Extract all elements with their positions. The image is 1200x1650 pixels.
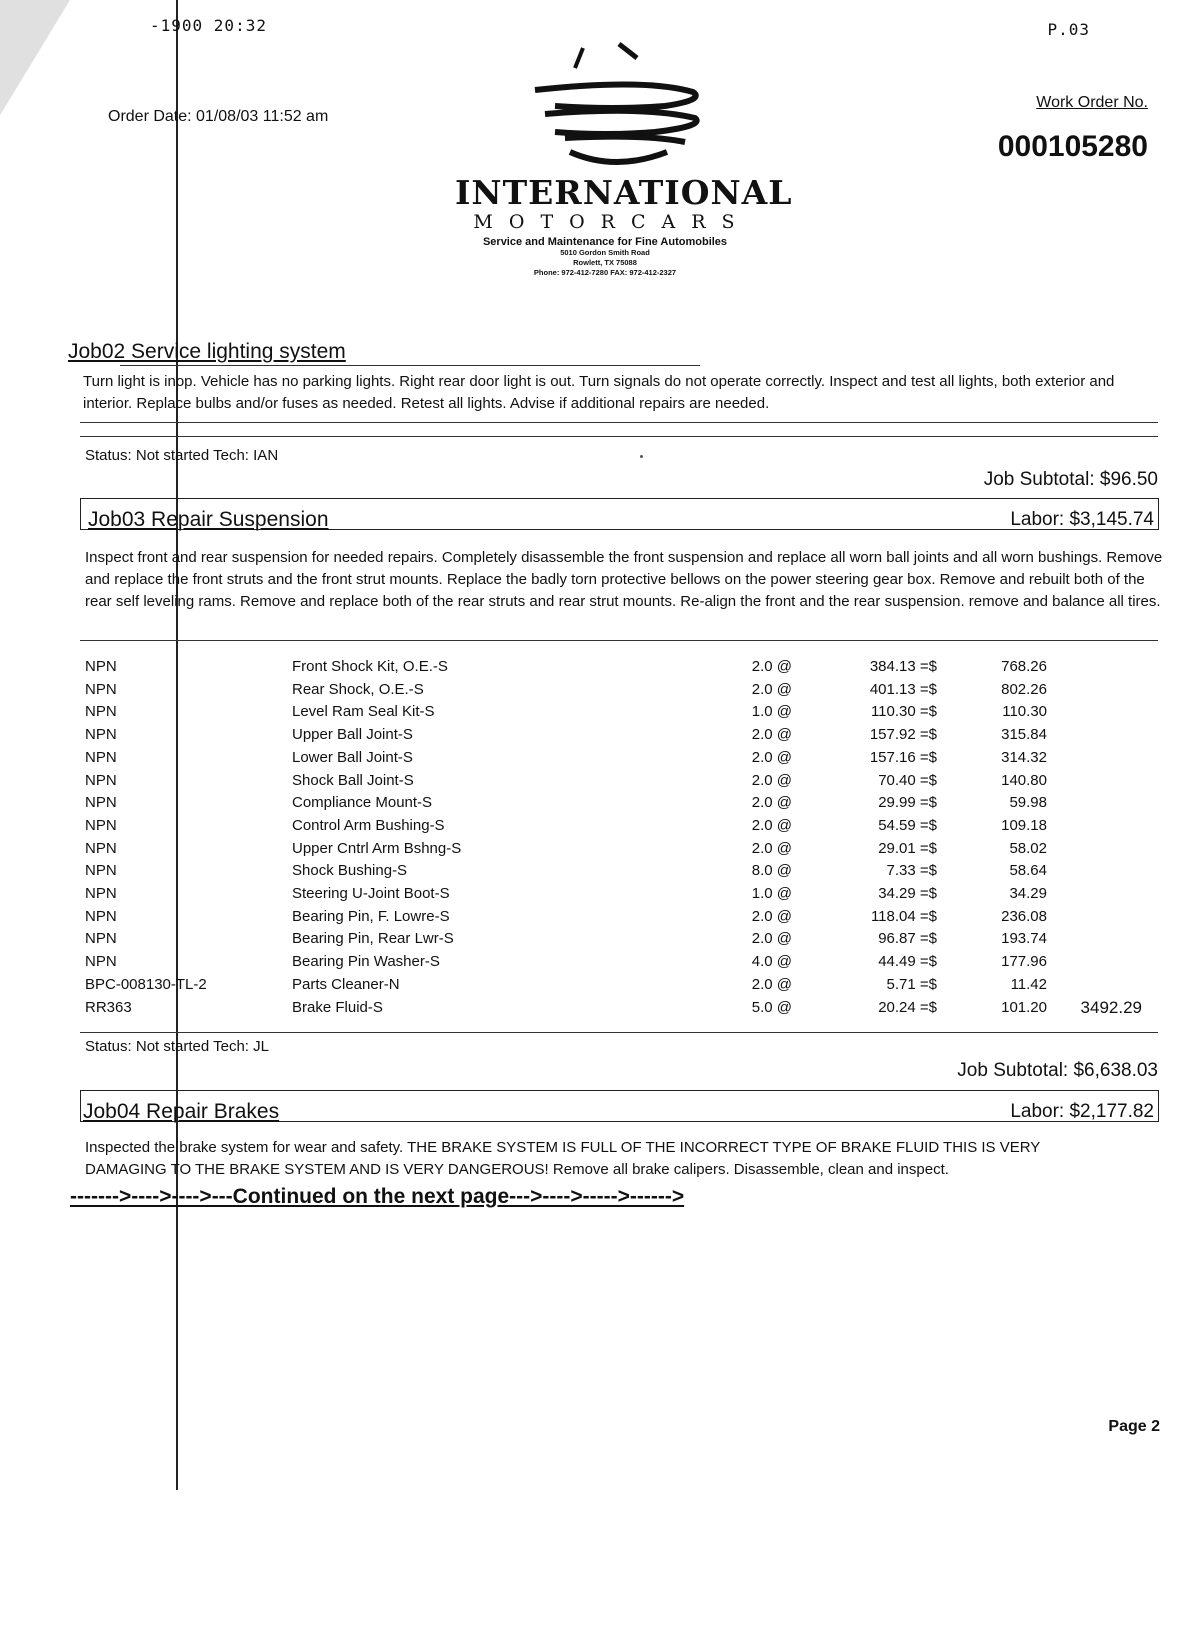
part-code: NPN [85,885,117,903]
part-unit-price: 34.29 =$ [878,885,937,903]
divider [80,640,1158,641]
company-name: INTERNATIONAL [455,173,793,212]
table-row [85,928,1142,951]
company-address-line-2: Rowlett, TX 75088 [573,258,637,267]
part-extended-price: 58.64 [1009,862,1047,880]
part-description: Rear Shock, O.E.-S [292,680,424,698]
part-code: BPC-008130-TL-2 [85,975,207,993]
part-extended-price: 314.32 [1001,748,1047,766]
part-extended-price: 315.84 [1001,726,1047,744]
part-running-total [1047,747,1142,770]
part-description: Upper Ball Joint-S [292,726,413,744]
part-code: NPN [85,726,117,744]
part-unit-price: 157.16 =$ [869,748,937,766]
table-row [85,951,1142,974]
part-running-total [1047,679,1142,702]
job03-labor: Labor: $3,145.74 [1010,509,1154,530]
part-code: NPN [85,839,117,857]
part-quantity: 2.0 @ [751,930,792,948]
company-phone: Phone: 972-412-7280 FAX: 972-412-2327 [533,268,677,277]
part-quantity: 1.0 @ [751,703,792,721]
part-extended-price: 58.02 [1009,839,1047,857]
part-code: NPN [85,953,117,971]
part-description: Compliance Mount-S [292,794,433,812]
table-row [85,974,1142,997]
divider [80,1032,1158,1033]
job03-status: Status: Not started Tech: JL [85,1038,269,1055]
job03-subtotal: Job Subtotal: $6,638.03 [957,1060,1158,1081]
part-running-total [1047,815,1142,838]
divider [80,422,1158,423]
part-unit-price: 118.04 =$ [870,907,937,925]
job03-title: Job03 Repair Suspension [88,508,329,531]
part-quantity: 2.0 @ [751,907,792,925]
company-tagline: Service and Maintenance for Fine Automobiles [482,236,728,248]
part-description: Bearing Pin, Rear Lwr-S [292,930,454,948]
part-unit-price: 401.13 =$ [869,680,937,698]
part-extended-price: 802.26 [1001,680,1047,698]
part-unit-price: 157.92 =$ [869,726,937,744]
part-running-total [1047,951,1142,974]
part-description: Front Shock Kit, O.E.-S [292,658,448,675]
part-description: Control Arm Bushing-S [292,816,445,834]
part-extended-price: 768.26 [1001,658,1047,675]
table-row [85,860,1142,883]
part-running-total: 3492.29 [1080,997,1142,1017]
part-description: Parts Cleaner-N [292,975,400,993]
part-description: Upper Cntrl Arm Bshng-S [292,839,462,857]
job02-subtotal: Job Subtotal: $96.50 [983,469,1158,490]
part-description: Lower Ball Joint-S [292,748,413,766]
part-unit-price: 96.87 =$ [878,930,937,948]
part-quantity: 2.0 @ [751,975,792,993]
part-running-total [1047,860,1142,883]
company-logo-block [455,40,793,278]
part-quantity: 2.0 @ [751,726,792,744]
divider [80,436,1158,437]
part-extended-price: 140.80 [1001,771,1047,789]
part-code: NPN [85,816,117,834]
part-extended-price: 109.18 [1001,816,1047,834]
part-extended-price: 177.96 [1001,953,1047,971]
job02-title-underline [120,365,700,366]
part-quantity: 2.0 @ [751,680,792,698]
table-row [85,701,1142,724]
part-description: Steering U-Joint Boot-S [292,885,450,903]
part-code: NPN [85,862,117,880]
part-quantity: 2.0 @ [751,658,792,675]
part-quantity: 8.0 @ [751,862,792,880]
table-row [85,770,1142,793]
work-order-number: 000105280 [997,130,1148,163]
part-unit-price: 54.59 =$ [878,816,937,834]
job04-labor: Labor: $2,177.82 [1010,1101,1154,1122]
part-unit-price: 384.13 =$ [869,658,937,675]
part-running-total [1047,792,1142,815]
part-code: NPN [85,794,117,812]
part-quantity: 5.0 @ [751,998,792,1016]
job03-parts-table [85,656,1142,1019]
job04-title: Job04 Repair Brakes [83,1100,280,1123]
part-running-total [1047,701,1142,724]
part-unit-price: 5.71 =$ [886,975,937,993]
table-row [85,792,1142,815]
table-row [85,906,1142,929]
table-row [85,656,1142,679]
part-description: Bearing Pin Washer-S [292,953,440,971]
part-unit-price: 20.24 =$ [878,998,937,1016]
part-unit-price: 29.99 =$ [878,794,937,812]
part-code: RR363 [85,998,132,1016]
table-row [85,815,1142,838]
part-running-total [1047,928,1142,951]
table-row [85,747,1142,770]
part-extended-price: 236.08 [1001,907,1047,925]
folded-corner [0,0,70,150]
part-quantity: 4.0 @ [751,953,792,971]
part-extended-price: 193.74 [1001,930,1047,948]
work-order-label: Work Order No. [1036,94,1148,111]
part-description: Shock Bushing-S [292,862,408,880]
part-quantity: 2.0 @ [751,816,792,834]
order-date: Order Date: 01/08/03 11:52 am [108,108,329,125]
part-code: NPN [85,930,117,948]
part-running-total [1047,906,1142,929]
fax-page-number: P.03 [1047,20,1090,39]
part-unit-price: 44.49 =$ [878,953,937,971]
job02-title: Job02 Service lighting system [68,340,346,363]
part-description: Brake Fluid-S [292,998,383,1016]
part-description: Shock Ball Joint-S [292,771,414,789]
part-running-total [1047,883,1142,906]
part-description: Bearing Pin, F. Lowre-S [292,907,450,925]
part-extended-price: 11.42 [1010,975,1047,993]
part-quantity: 2.0 @ [751,839,792,857]
part-running-total [1047,974,1142,997]
table-row [85,997,1142,1020]
part-extended-price: 110.30 [1002,703,1047,721]
part-running-total [1047,770,1142,793]
page-label: Page 2 [1108,1418,1160,1435]
scan-speck [640,455,643,458]
company-subname: MOTORCARS [473,211,751,233]
part-unit-price: 70.40 =$ [878,771,937,789]
part-unit-price: 7.33 =$ [886,862,937,880]
table-row [85,679,1142,702]
part-quantity: 2.0 @ [751,794,792,812]
table-row [85,838,1142,861]
part-code: NPN [85,680,117,698]
part-extended-price: 59.98 [1009,794,1047,812]
swoosh-logo-icon [495,40,715,170]
job02-description: Turn light is inop. Vehicle has no parking lights. Right rear door light is out. Turn signals do not operate correctly. Inspect and test all lights, both exterior and interior. Replace bulbs and/or fuses as needed. Retest all lights. Advise if additional repairs are needed. [83,373,1115,412]
part-unit-price: 110.30 =$ [870,703,937,721]
part-code: NPN [85,907,117,925]
job02-status: Status: Not started Tech: IAN [85,447,279,464]
part-quantity: 2.0 @ [751,748,792,766]
part-extended-price: 101.20 [1001,998,1047,1016]
part-description: Level Ram Seal Kit-S [292,703,435,721]
part-code: NPN [85,748,117,766]
part-code: NPN [85,771,117,789]
part-code: NPN [85,703,117,721]
part-running-total [1047,656,1142,679]
part-quantity: 1.0 @ [751,885,792,903]
part-code: NPN [85,658,117,675]
table-row [85,724,1142,747]
part-unit-price: 29.01 =$ [878,839,937,857]
part-quantity: 2.0 @ [751,771,792,789]
company-address-line-1: 5010 Gordon Smith Road [560,248,650,257]
part-running-total [1047,724,1142,747]
continued-note: ------->---->---->---Continued on the next page--->---->----->------> [70,1185,685,1208]
fax-date-time: -1900 20:32 [150,16,267,35]
job03-description: Inspect front and rear suspension for needed repairs. Completely disassemble the front suspension and replace all worn ball joints and all worn bushings. Remove and replace the front struts and the front strut mounts. Replace the badly torn protective bellows on the power steering gear box. Remove and rebuilt both of the rear self leveling rams. Remove and replace both of the rear struts and rear strut mounts. Re-align the front and the rear suspension. remove and balance all tires. [85,549,1163,610]
table-row [85,883,1142,906]
job04-description: Inspected the brake system for wear and safety. THE BRAKE SYSTEM IS FULL OF THE INCORRECT TYPE OF BRAKE FLUID THIS IS VERY DAMAGING TO THE BRAKE SYSTEM AND IS VERY DANGEROUS! Remove all brake calipers. Disassemble, clean and inspect. [85,1139,1041,1178]
part-running-total [1047,838,1142,861]
part-extended-price: 34.29 [1009,885,1047,903]
